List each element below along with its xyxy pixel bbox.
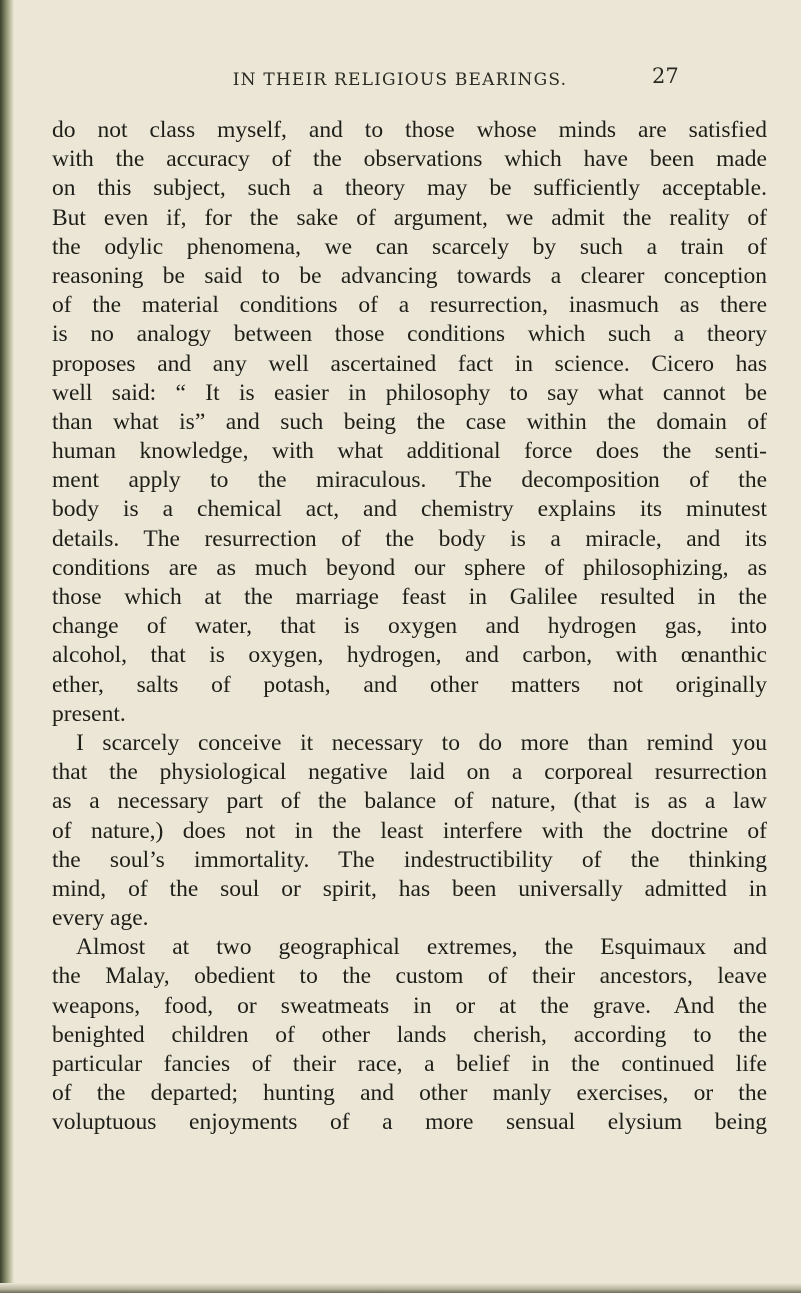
text-line: those which at the marriage feast in Galilee resulted in the xyxy=(52,584,767,610)
text-line: weapons, food, or sweatmeats in or at the grave. And the xyxy=(52,992,767,1019)
text-line: well said: “ It is easier in philosophy to say what cannot be xyxy=(52,379,767,406)
text-line: the odylic phenomena, we can scarcely by such a train of xyxy=(52,233,767,260)
text-line: details. The resurrection of the body is a miracle, and its xyxy=(52,525,767,552)
text-line: Almost at two geographical extremes, the Esquimaux and xyxy=(76,934,767,961)
text-line: particular fancies of their race, a belief in the continued life xyxy=(52,1051,767,1077)
text-line: alcohol, that is oxygen, hydrogen, and carbon, with œnanthic xyxy=(52,642,767,669)
text-line: change of water, that is oxygen and hydrogen gas, into xyxy=(52,613,767,640)
text-line: conditions are as much beyond our sphere of philosophizing, as xyxy=(52,554,767,581)
text-line: body is a chemical act, and chemistry explains its minutest xyxy=(52,496,767,523)
page-binding-edge xyxy=(0,0,14,1293)
text-line: ment apply to the miraculous. The decomposition of the xyxy=(52,467,767,494)
text-line: is no analogy between those conditions which such a theory xyxy=(52,321,767,348)
text-line: than what is” and such being the case within the domain of xyxy=(52,408,767,435)
text-line: voluptuous enjoyments of a more sensual elysium being xyxy=(52,1109,767,1136)
text-line: But even if, for the sake of argument, we admit the reality of xyxy=(52,204,767,231)
text-line: as a necessary part of the balance of nature, (that is as a law xyxy=(52,788,767,815)
page-bottom-edge xyxy=(0,1283,801,1293)
text-line: reasoning be said to be advancing towards a clearer conception xyxy=(52,262,767,289)
text-line: ether, salts of potash, and other matters not originally xyxy=(52,671,767,698)
text-line: human knowledge, with what additional force does the senti- xyxy=(52,438,767,465)
text-line: do not class myself, and to those whose minds are satisfied xyxy=(52,117,767,143)
text-line: proposes and any well ascertained fact in science. Cicero has xyxy=(52,350,767,377)
body-text xyxy=(52,116,767,1138)
text-line: of nature,) does not in the least interfere with the doctrine of xyxy=(52,817,767,844)
running-head: IN THEIR RELIGIOUS BEARINGS. xyxy=(232,70,568,90)
text-line: every age. xyxy=(52,905,149,932)
text-line: the Malay, obedient to the custom of their ancestors, leave xyxy=(52,963,767,990)
text-line: of the departed; hunting and other manly exercises, or the xyxy=(52,1080,767,1107)
page-number: 27 xyxy=(652,64,679,88)
text-line: with the accuracy of the observations which have been made xyxy=(52,146,767,173)
text-line: benighted children of other lands cherish, according to the xyxy=(52,1021,767,1048)
text-line: I scarcely conceive it necessary to do more than remind you xyxy=(76,729,767,756)
text-line: of the material conditions of a resurrection, inasmuch as there xyxy=(52,292,767,319)
text-line: the soul’s immortality. The indestructibility of the thinking xyxy=(52,846,767,873)
text-line: on this subject, such a theory may be sufficiently acceptable. xyxy=(52,175,767,202)
text-line: mind, of the soul or spirit, has been universally admitted in xyxy=(52,875,767,902)
text-line: present. xyxy=(52,700,126,727)
text-line: that the physiological negative laid on a corporeal resurrection xyxy=(52,759,767,786)
